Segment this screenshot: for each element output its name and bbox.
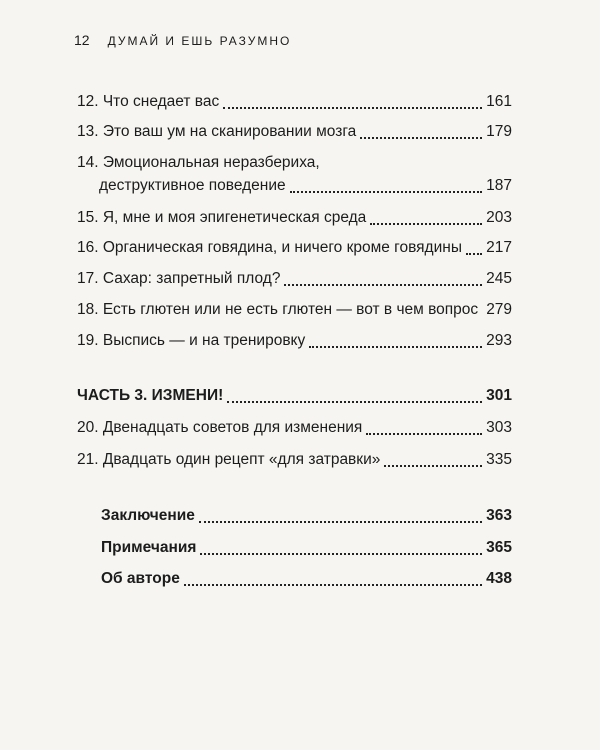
- toc-entry-page: 279: [486, 301, 513, 318]
- toc-part-3[interactable]: [77, 386, 512, 406]
- toc-entry-label: Заключение: [101, 507, 195, 524]
- toc-entry-21[interactable]: [77, 450, 512, 470]
- toc-entry-label: 17. Сахар: запретный плод?: [77, 270, 281, 287]
- toc-entry-page: 161: [486, 93, 512, 110]
- toc-entry-label: 19. Выспись — и на тренировку: [77, 332, 306, 349]
- toc-entry-page: 203: [486, 209, 512, 226]
- toc-entry-label: 15. Я, мне и моя эпигенетическая среда: [77, 209, 367, 226]
- toc-entry-16[interactable]: [77, 238, 512, 258]
- toc-entry-label: деструктивное поведение: [99, 177, 286, 194]
- leader-dots: [199, 521, 482, 523]
- leader-dots: [284, 284, 482, 286]
- leader-dots: [290, 191, 483, 193]
- toc-entry-label: Примечания: [101, 539, 197, 556]
- leader-dots: [384, 465, 482, 467]
- leader-dots: [200, 553, 482, 555]
- leader-dots: [366, 433, 482, 435]
- toc-entry-page: 303: [486, 419, 512, 436]
- leader-dots: [360, 137, 482, 139]
- toc-notes[interactable]: [101, 538, 512, 558]
- book-title: ДУМАЙ И ЕШЬ РАЗУМНО: [107, 34, 292, 48]
- leader-dots: [309, 346, 482, 348]
- toc-entry-page: 363: [486, 507, 512, 524]
- leader-dots: [227, 401, 482, 403]
- toc-entry-label: ЧАСТЬ 3. ИЗМЕНИ!: [77, 387, 224, 404]
- leader-dots: [370, 223, 482, 225]
- toc-entry-18[interactable]: [77, 300, 512, 320]
- toc-conclusion[interactable]: [101, 506, 512, 526]
- toc-entry-label: 21. Двадцать один рецепт «для затравки»: [77, 451, 381, 468]
- toc-entry-15[interactable]: [77, 208, 512, 228]
- toc-entry-17[interactable]: [77, 269, 512, 289]
- toc-entry-13[interactable]: [77, 122, 512, 142]
- toc-entry-page: 438: [486, 570, 512, 587]
- leader-dots: [184, 584, 482, 586]
- toc-entry-page: 245: [486, 270, 512, 287]
- toc-entry-label: Об авторе: [101, 570, 180, 587]
- toc-entry-label: 13. Это ваш ум на сканировании мозга: [77, 123, 357, 140]
- toc-entry-label: 12. Что снедает вас: [77, 93, 220, 110]
- toc-entry-page: 335: [486, 451, 512, 468]
- toc-entry-page: 293: [486, 332, 512, 349]
- toc-entry-label: 20. Двенадцать советов для изменения: [77, 419, 363, 436]
- toc-entry-page: 187: [486, 177, 512, 194]
- toc-entry-page: 301: [486, 387, 512, 404]
- toc-entry-20[interactable]: [77, 418, 512, 438]
- toc-entry-12[interactable]: [77, 92, 512, 112]
- toc-entry-14[interactable]: [99, 176, 512, 196]
- toc-about-author[interactable]: [101, 569, 512, 589]
- leader-dots: [466, 253, 482, 255]
- toc-entry-page: 217: [486, 239, 512, 256]
- toc-entry-19[interactable]: [77, 331, 512, 351]
- leader-dots: [223, 107, 482, 109]
- toc-entry-14-line1: 14. Эмоциональная неразбериха,: [77, 154, 320, 171]
- toc-entry-page: 365: [486, 539, 512, 556]
- toc-entry-label: 16. Органическая говядина, и ничего кроме говядины: [77, 239, 462, 256]
- toc-entry-label: 18. Есть глютен или не есть глютен — вот в чем вопрос: [77, 301, 479, 318]
- toc-entry-page: 179: [486, 123, 512, 140]
- page-number: 12: [74, 32, 90, 48]
